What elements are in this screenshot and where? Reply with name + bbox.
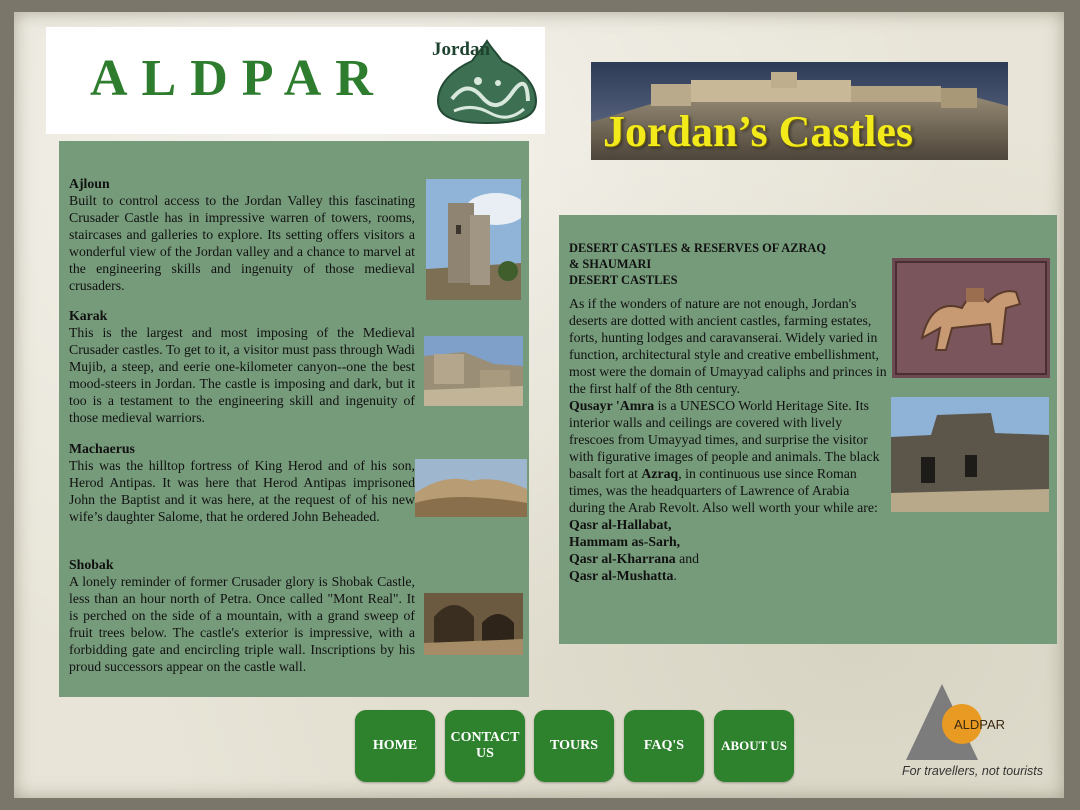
azraq-name: Azraq [641, 466, 679, 481]
nav-tours-label: TOURS [550, 738, 598, 753]
karak-title: Karak [69, 308, 108, 323]
ajloun-section [69, 175, 415, 294]
ajloun-title: Ajloun [69, 176, 110, 191]
nav-about-label: ABOUT US [721, 738, 787, 753]
azraq-fort-photo [891, 397, 1049, 512]
hallabat-name: Qasr al-Hallabat, [569, 517, 672, 532]
desert-intro: As if the wonders of nature are not enough, Jordan's deserts are dotted with ancient castles, farming estates, forts, hunting lodges and caravanserai. Widely varied in function, architectural style and creative embellishment, most were the domain of Umayyad caliphs and princes in the first half of the 8th century. [569, 296, 887, 396]
nav-home-label: HOME [372, 738, 418, 753]
triangle-logo-icon [902, 682, 1062, 762]
nav-contact-button[interactable] [445, 710, 525, 782]
site-logo[interactable] [46, 27, 545, 134]
hero-title: Jordan’s Castles [603, 107, 914, 156]
shobak-section [69, 556, 415, 675]
final-period: . [673, 568, 677, 583]
hero-banner [591, 62, 1008, 160]
machaerus-title: Machaerus [69, 441, 135, 456]
azraq-text: , in continuous use since Roman times, was the headquarters of Lawrence of Arabia during the Arab Revolt. Also well worth your while are: [569, 466, 878, 515]
nav-contact-line-1: CONTACT [450, 730, 520, 745]
mushatta-name: Qasr al-Mushatta [569, 568, 674, 583]
shobak-photo [424, 593, 523, 655]
shobak-text: A lonely reminder of former Crusader glory is Shobak Castle, less than an hour north of Petra. Once called "Mont Real". It is perched on the side of a mountain, with a grand sweep of fruit trees below. The castle's exterior is impressive, with a forbidding gate and encircling triple wall. Inscriptions by his proud successors appear on the castle wall. [69, 574, 415, 674]
ajloun-photo [426, 179, 521, 300]
desert-castles-body [569, 295, 887, 584]
shobak-title: Shobak [69, 557, 114, 572]
heading-line-3: DESERT CASTLES [569, 273, 678, 287]
right-content-panel [559, 215, 1057, 644]
machaerus-photo [415, 459, 527, 517]
fresco-camel-photo [892, 258, 1050, 378]
nav-contact-line-2: US [476, 746, 494, 761]
nav-contact-label [451, 730, 520, 762]
amra-name: Qusayr 'Amra [569, 398, 655, 413]
kharrana-name: Qasr al-Kharrana [569, 551, 676, 566]
nav-about-button[interactable] [714, 710, 794, 782]
machaerus-section [69, 440, 415, 525]
heading-line-2: & SHAUMARI [569, 257, 652, 271]
corner-logo[interactable] [902, 682, 1062, 782]
jordan-emblem-icon [432, 35, 542, 127]
and-word: and [675, 551, 700, 566]
nav-faqs-label: FAQ'S [643, 738, 685, 753]
logo-wordmark: ALDPAR [90, 50, 387, 107]
karak-section [69, 307, 415, 426]
nav-tours-button[interactable] [534, 710, 614, 782]
emblem-label: Jordan [432, 39, 491, 60]
ajloun-text: Built to control access to the Jordan Valley this fascinating Crusader Castle has in impressive warren of towers, rooms, staircases and galleries to explore. Its setting offers visitors a wonderful view of the Jordan valley and a chance to marvel at the engineering skills and ingenuity of those medieval crusaders. [69, 193, 415, 293]
desert-castles-heading [569, 240, 889, 288]
corner-tagline: For travellers, not tourists [902, 764, 1044, 778]
left-content-panel [59, 141, 529, 697]
corner-logo-name: ALDPAR [954, 717, 1006, 732]
nav-home-button[interactable] [355, 710, 435, 782]
karak-photo [424, 336, 523, 406]
karak-text: This is the largest and most imposing of the Medieval Crusader castles. To get to it, a visitor must pass through Wadi Mujib, a steep, and eerie one-kilometer canyon--one the best mood-steers in Jordan. The castle is imposing and dark, but it too is a testament to the engineering skill and ingenuity of those medieval warriors. [69, 325, 415, 425]
machaerus-text: This was the hilltop fortress of King Herod and of his son, Herod Antipas. It was here that Herod Antipas imprisoned John the Baptist and it was here, at the request of of his new wife’s daughter Salome, that he ordered John Beheaded. [69, 458, 415, 524]
nav-faqs-button[interactable] [624, 710, 704, 782]
heading-line-1: DESERT CASTLES & RESERVES OF AZRAQ [569, 241, 826, 255]
hammam-name: Hammam as-Sarh, [569, 534, 681, 549]
amra-text: is a UNESCO World Heritage Site. Its interior walls and ceilings are covered with lively frescoes from Umayyad times, and surprise the visitor with figurative images of people and animals. The black basalt fort at [569, 398, 880, 481]
